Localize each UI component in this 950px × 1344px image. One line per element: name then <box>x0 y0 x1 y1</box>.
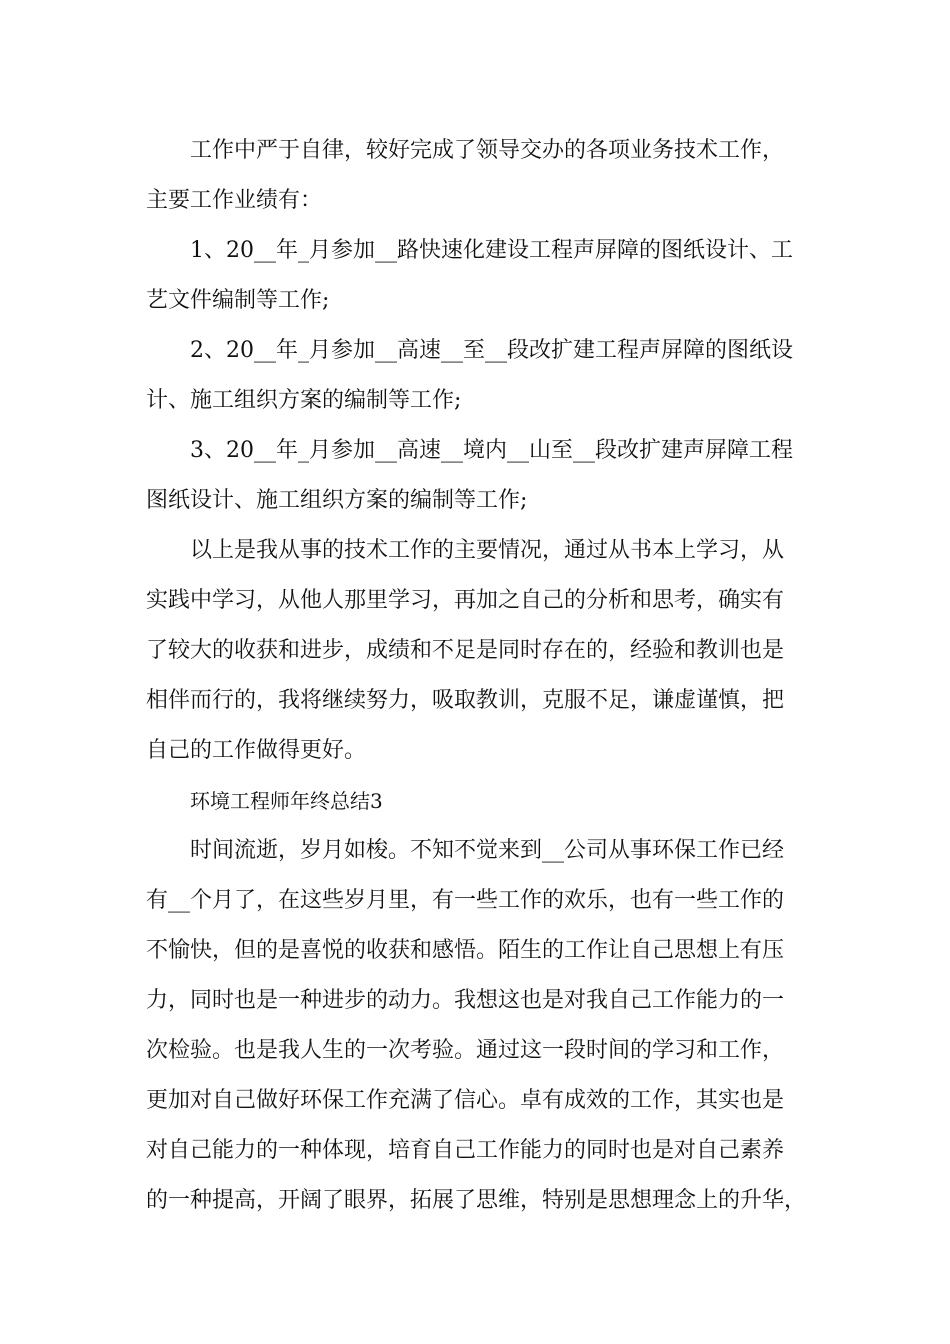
list-item-line: 计、施工组织方案的编制等工作; <box>146 388 462 413</box>
paragraph-line: 次检验。也是我人生的一次考验。通过这一段时间的学习和工作， <box>146 1038 785 1063</box>
paragraph-line: 以上是我从事的技术工作的主要情况，通过从书本上学习，从 <box>190 538 785 563</box>
section-heading: 环境工程师年终总结3 <box>190 789 383 813</box>
list-item-line: 1、20__年_月参加__路快速化建设工程声屏障的图纸设计、工 <box>190 238 793 263</box>
paragraph-line: 实践中学习，从他人那里学习，再加之自己的分析和思考，确实有 <box>146 588 785 613</box>
paragraph-line: 对自己能力的一种体现，培育自己工作能力的同时也是对自己素养 <box>146 1138 785 1163</box>
paragraph-line: 更加对自己做好环保工作充满了信心。卓有成效的工作，其实也是 <box>146 1088 785 1113</box>
list-item-line: 图纸设计、施工组织方案的编制等工作; <box>146 488 528 513</box>
paragraph-line: 了较大的收获和进步，成绩和不足是同时存在的，经验和教训也是 <box>146 638 785 663</box>
list-item-line: 3、20__年_月参加__高速__境内__山至__段改扩建声屏障工程 <box>190 438 793 463</box>
list-item-line: 艺文件编制等工作; <box>146 288 330 313</box>
paragraph-line: 自己的工作做得更好。 <box>146 738 367 763</box>
paragraph-line: 有__个月了，在这些岁月里，有一些工作的欢乐，也有一些工作的 <box>146 888 785 913</box>
paragraph-line: 相伴而行的，我将继续努力，吸取教训，克服不足，谦虚谨慎，把 <box>146 688 785 713</box>
paragraph-line: 工作中严于自律，较好完成了领导交办的各项业务技术工作， <box>190 138 785 163</box>
paragraph-line: 的一种提高，开阔了眼界，拓展了思维，特别是思想理念上的升华， <box>146 1188 807 1213</box>
list-item-line: 2、20__年_月参加__高速__至__段改扩建工程声屏障的图纸设 <box>190 338 793 363</box>
paragraph-line: 力，同时也是一种进步的动力。我想这也是对我自己工作能力的一 <box>146 988 785 1013</box>
paragraph-line: 时间流逝，岁月如梭。不知不觉来到__公司从事环保工作已经 <box>190 838 785 863</box>
paragraph-line: 主要工作业绩有： <box>146 188 323 213</box>
paragraph-line: 不愉快，但的是喜悦的收获和感悟。陌生的工作让自己思想上有压 <box>146 938 785 963</box>
